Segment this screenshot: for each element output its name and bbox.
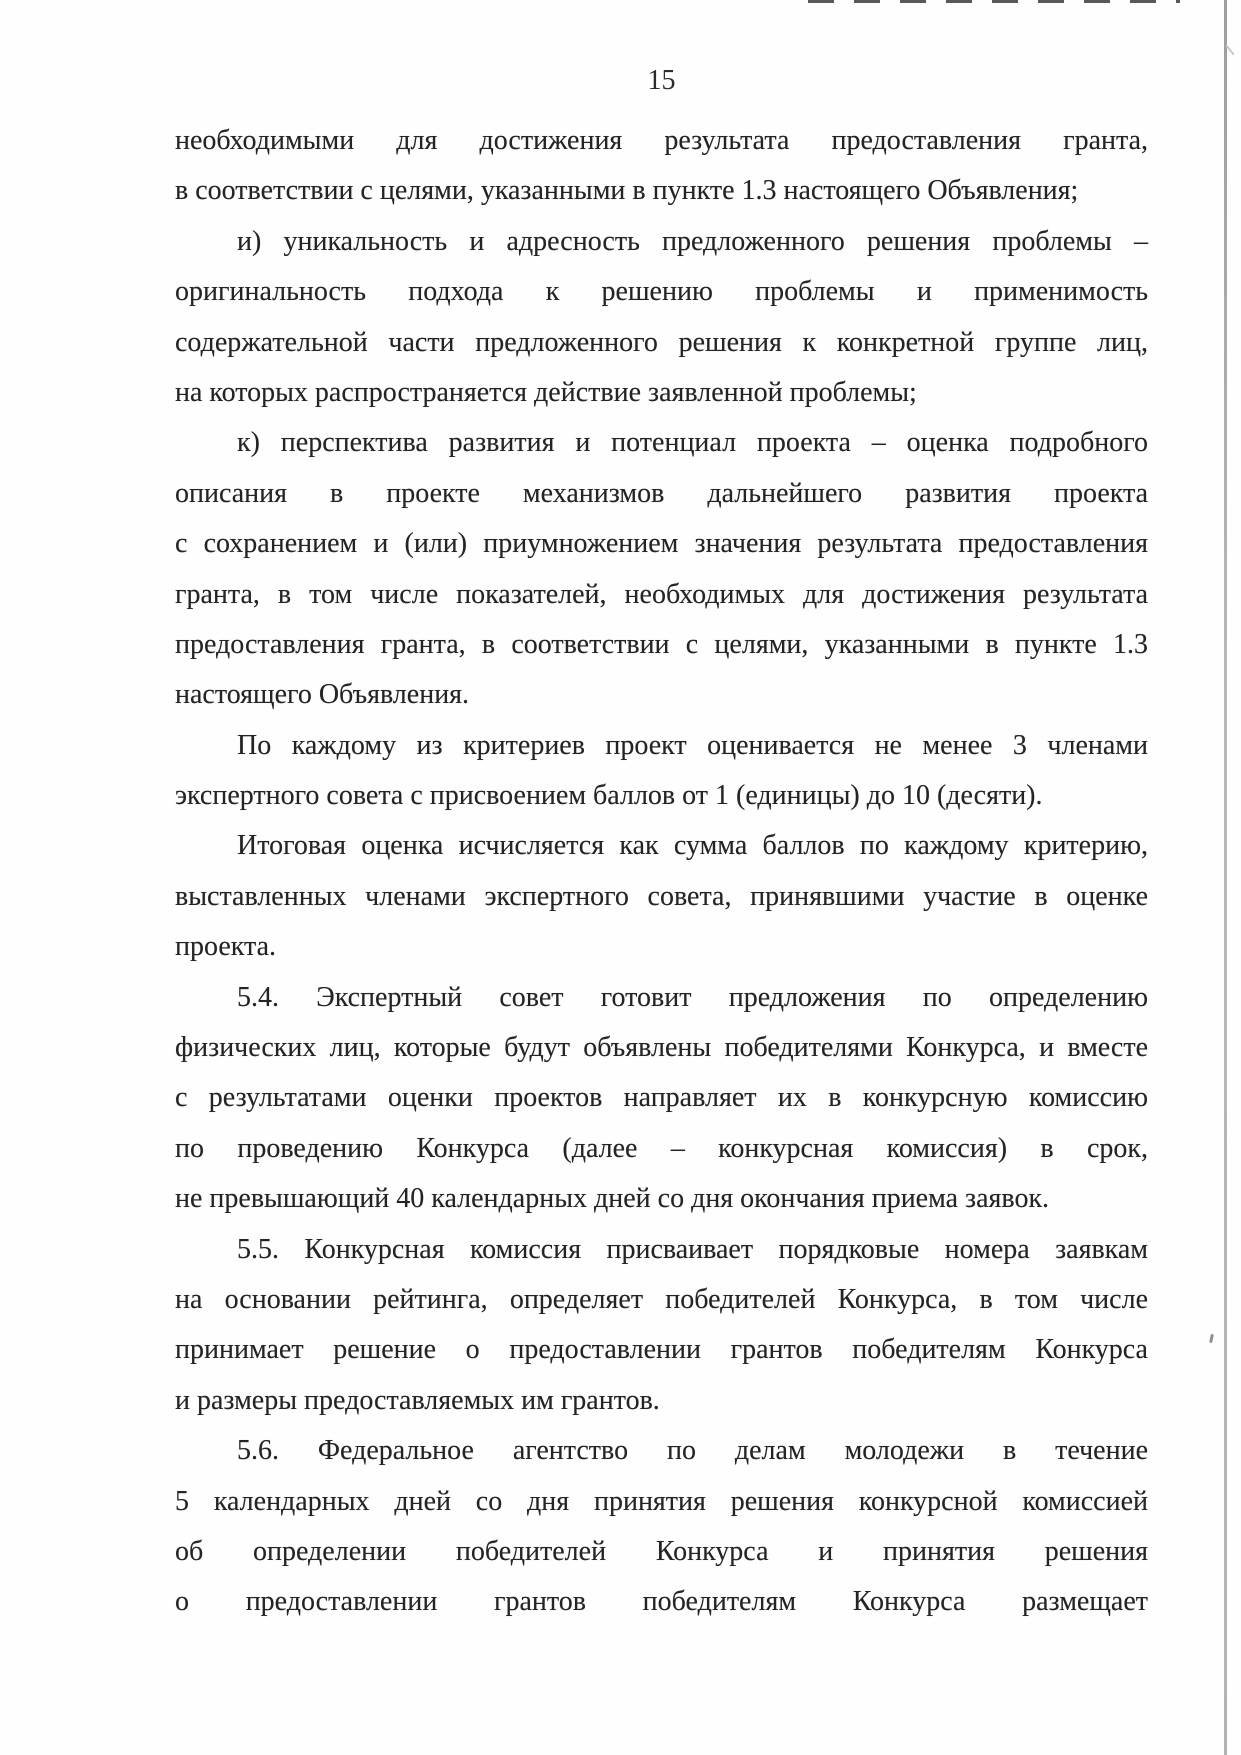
text-line: с сохранением и (или) приумножением значения результата предоставления (175, 528, 1148, 560)
text-line: физических лиц, которые будут объявлены победителями Конкурса, и вместе (175, 1032, 1148, 1064)
scan-artifact-top-edge (808, 0, 1180, 3)
text-line: 5.4. Экспертный совет готовит предложения по определению (237, 981, 1148, 1013)
text-line: 5.6. Федеральное агентство по делам молодежи в течение (237, 1435, 1148, 1467)
text-line: настоящего Объявления. (175, 679, 470, 711)
text-line: о предоставлении грантов победителям Конкурса размещает (175, 1586, 1148, 1618)
text-line: экспертного совета с присвоением баллов от 1 (единицы) до 10 (десяти). (175, 780, 1043, 812)
text-line: по проведению Конкурса (далее – конкурсная комиссия) в срок, (175, 1132, 1148, 1164)
text-line: об определении победителей Конкурса и принятия решения (175, 1535, 1148, 1567)
text-line: 5.5. Конкурсная комиссия присваивает порядковые номера заявкам (237, 1233, 1148, 1265)
text-line: необходимыми для достижения результата предоставления гранта, (175, 125, 1148, 156)
text-line: не превышающий 40 календарных дней со дня окончания приема заявок. (175, 1183, 1050, 1215)
scan-artifact-speck (1209, 1334, 1214, 1343)
text-line: в соответствии с целями, указанными в пункте 1.3 настоящего Объявления; (175, 175, 1079, 207)
text-line: на основании рейтинга, определяет победителей Конкурса, в том числе (175, 1283, 1148, 1315)
text-line: По каждому из критериев проект оценивается не менее 3 членами (237, 729, 1148, 761)
document-text-block (175, 116, 1148, 1628)
scan-artifact-right-line (1224, 0, 1227, 1755)
text-line: содержательной части предложенного решения к конкретной группе лиц, (175, 326, 1148, 358)
text-line: 5 календарных дней со дня принятия решения конкурсной комиссией (175, 1485, 1148, 1517)
text-line: к) перспектива развития и потенциал проекта – оценка подробного (237, 427, 1148, 459)
text-line: с результатами оценки проектов направляет их в конкурсную комиссию (175, 1082, 1148, 1114)
text-line: гранта, в том числе показателей, необходимых для достижения результата (175, 578, 1148, 610)
text-line: оригинальность подхода к решению проблемы и применимость (175, 276, 1148, 308)
text-line: и размеры предоставляемых им грантов. (175, 1384, 660, 1416)
text-line: предоставления гранта, в соответствии с целями, указанными в пункте 1.3 (175, 628, 1148, 660)
text-line: на которых распространяется действие заявленной проблемы; (175, 376, 917, 408)
text-line: описания в проекте механизмов дальнейшего развития проекта (175, 477, 1148, 509)
text-line: и) уникальность и адресность предложенного решения проблемы – (237, 225, 1148, 257)
page-number: 15 (647, 65, 676, 96)
text-line: выставленных членами экспертного совета, принявшими участие в оценке (175, 880, 1148, 912)
text-line: принимает решение о предоставлении грантов победителям Конкурса (175, 1334, 1148, 1366)
text-line: проекта. (175, 931, 276, 963)
text-line: Итоговая оценка исчисляется как сумма баллов по каждому критерию, (237, 830, 1148, 862)
